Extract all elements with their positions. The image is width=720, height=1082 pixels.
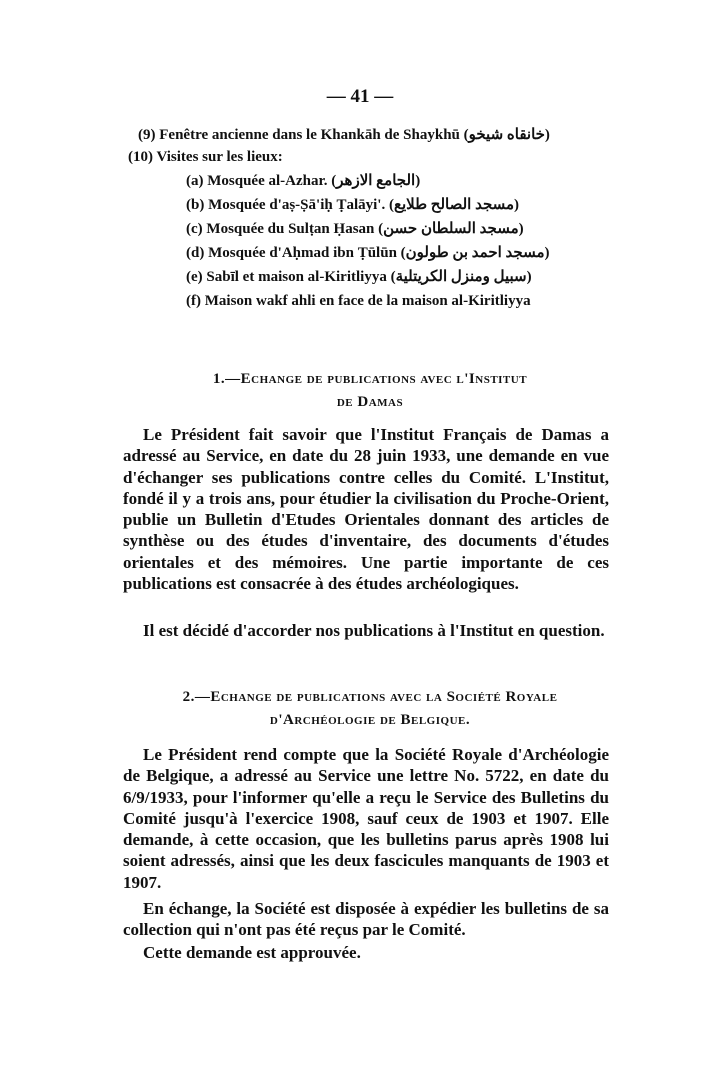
list-subitem-text: Mosquée du Sulṭan Ḥasan: [206, 221, 375, 237]
section-heading-1: [110, 368, 630, 414]
heading-line: d'Archéologie de Belgique.: [269, 712, 471, 728]
list-subitem: [128, 218, 628, 240]
visit-list: [128, 124, 628, 312]
list-subitem-text: Mosquée d'aṣ-Ṣā'iḥ Ṭalāyi'.: [208, 197, 386, 213]
list-subitem-label: (d): [186, 245, 205, 261]
list-subitem-text: Maison wakf ahli en face de la maison al-Kiritliyya: [204, 293, 531, 309]
arabic-text: (سبيل ومنزل الكريتلية): [390, 269, 532, 285]
list-item-text: Visites sur les lieux:: [156, 149, 283, 165]
list-subitem: [128, 170, 628, 192]
arabic-text: (خانقاه شيخو): [463, 127, 550, 143]
section2-paragraph-1: Le Président rend compte que la Société Royale d'Archéologie de Belgique, a adressé au Service une lettre No. 5722, en date du 6/9/1933, pour l'informer qu'elle a reçu le Service des Bulletins du Comité jusqu'à l'exercice 1908, sauf ceux de 1903 et 1907. Elle demande, à cette occasion, que les bulletins parus après 1908 lui soient adressés, ainsi que les deux fascicules manquants de 1903 et 1907.: [123, 745, 609, 892]
heading-line: 2.—Echange de publications avec la Société Royale: [182, 689, 558, 705]
list-subitem: [128, 266, 628, 288]
page-number: — 41 —: [326, 86, 394, 107]
section2-paragraph-3: Cette demande est approuvée.: [143, 943, 361, 962]
arabic-text: (الجامع الازهر): [331, 173, 421, 189]
list-subitem-text: Mosquée al-Azhar.: [207, 173, 328, 189]
list-subitem-text: Sabīl et maison al-Kiritliyya: [206, 269, 387, 285]
list-item-label: (9): [138, 127, 156, 143]
list-item-10: [128, 146, 628, 168]
section1-paragraph-1: Le Président fait savoir que l'Institut Français de Damas a adressé au Service, en date du 28 juin 1933, une demande en vue d'échanger ses publications contre celles du Comité. L'Institut, fondé il y a trois ans, pour étudier la civilisation du Proche-Orient, publie un Bulletin d'Etudes Orientales donnant des articles de synthèse ou des études d'inventaire, des documents d'études orientales et des mémoires. Une partie importante de ces publications est consacrée à des études archéologiques.: [123, 425, 609, 594]
list-subitem-label: (f): [186, 293, 201, 309]
list-subitem: [128, 194, 628, 216]
heading-line: de Damas: [336, 394, 404, 410]
list-item-text: Fenêtre ancienne dans le Khankāh de Shaykhū: [159, 127, 460, 143]
heading-line: 1.—Echange de publications avec l'Institut: [212, 371, 528, 387]
section-heading-2: [110, 686, 630, 732]
list-subitem: [128, 242, 628, 264]
list-subitem-text: Mosquée d'Aḥmad ibn Ṭūlūn: [208, 245, 397, 261]
arabic-text: (مسجد الصالح طلايع): [388, 197, 520, 213]
arabic-text: (مسجد السلطان حسن): [378, 221, 524, 237]
section2-paragraph-2: En échange, la Société est disposée à expédier les bulletins de sa collection qui n'ont pas été reçus par le Comité.: [123, 899, 609, 940]
list-subitem-label: (c): [186, 221, 203, 237]
list-item-9: [128, 124, 628, 146]
list-subitem-label: (a): [186, 173, 204, 189]
section1-paragraph-2: Il est décidé d'accorder nos publications à l'Institut en question.: [143, 621, 605, 640]
list-subitem-label: (b): [186, 197, 205, 213]
arabic-text: (مسجد احمد بن طولون): [400, 245, 550, 261]
list-subitem-label: (e): [186, 269, 203, 285]
list-subitem: [128, 290, 628, 312]
list-item-label: (10): [128, 149, 153, 165]
